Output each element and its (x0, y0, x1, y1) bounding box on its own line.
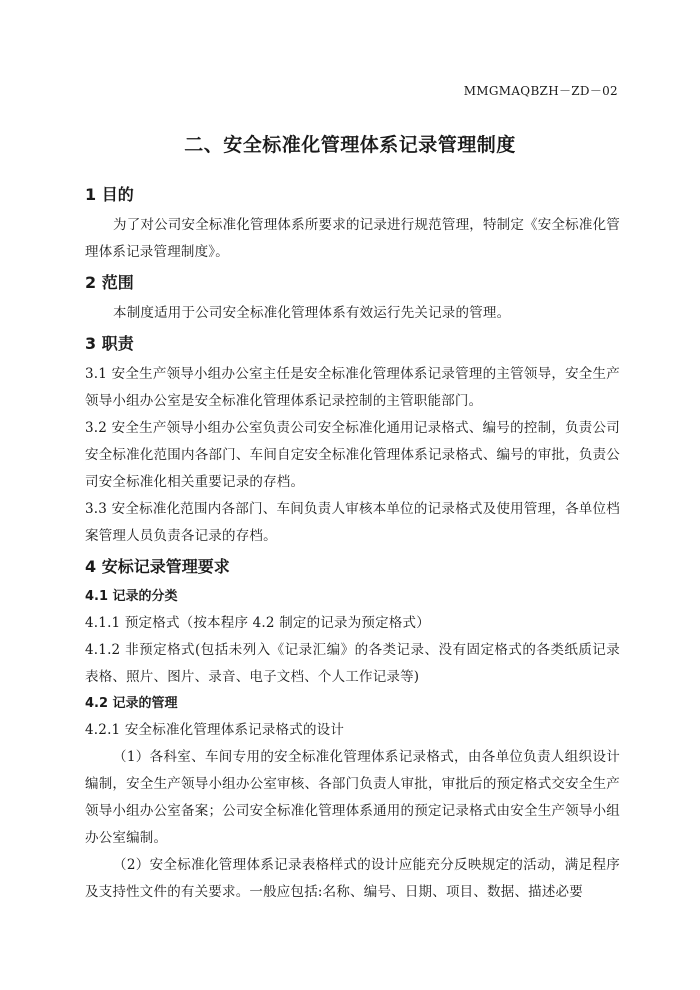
scope-text: 本制度适用于公司安全标准化管理体系有效运行先关记录的管理。 (113, 305, 511, 321)
section-scope (85, 270, 620, 327)
duty-item-3-2: 3.2 安全生产领导小组办公室负责公司安全标准化通用记录格式、编号的控制，负责公司安全标准化范围内各部门、车间自定安全标准化管理体系记录格式、编号的审批，负责公司安全标准化相关重要记录的存档。 (85, 420, 620, 490)
purpose-text: 为了对公司安全标准化管理体系所要求的记录进行规范管理，特制定《安全标准化管理体系记录管理制度》。 (85, 217, 620, 260)
duty-item-3-1: 3.1 安全生产领导小组办公室主任是安全标准化管理体系记录管理的主管领导，安全生产领导小组办公室是安全标准化管理体系记录控制的主管职能部门。 (85, 366, 620, 409)
document-body (85, 180, 620, 910)
subsection-heading-management: 4.2 记录的管理 (85, 696, 178, 711)
management-subheading-4-2-1: 4.2.1 安全标准化管理体系记录格式的设计 (85, 722, 345, 738)
management-paragraph-1: （1）各科室、车间专用的安全标准化管理体系记录格式，由各单位负责人组织设计编制，安全生产领导小组办公室审核、各部门负责人审批，审批后的预定格式交安全生产领导小组办公室备案；公司安全标准化管理体系通用的预定记录格式由安全生产领导小组办公室编制。 (85, 749, 620, 846)
duty-item-3-3: 3.3 安全标准化范围内各部门、车间负责人审核本单位的记录格式及使用管理，各单位档案管理人员负责各记录的存档。 (85, 501, 620, 544)
section-purpose (85, 182, 620, 266)
section-heading-duties: 3 职责 (85, 334, 134, 353)
classification-item-4-1-1: 4.1.1 预定格式（按本程序 4.2 制定的记录为预定格式） (85, 615, 430, 631)
document-number: MMGMAQBZH－ZD－02 (463, 84, 618, 98)
subsection-heading-classification: 4.1 记录的分类 (85, 589, 178, 604)
document-title: 二、安全标准化管理体系记录管理制度 (184, 134, 516, 156)
section-requirements (85, 554, 620, 906)
section-heading-purpose: 1 目的 (85, 185, 134, 204)
section-duties (85, 331, 620, 550)
classification-item-4-1-2: 4.1.2 非预定格式(包括未列入《记录汇编》的各类记录、没有固定格式的各类纸质记录表格、照片、图片、录音、电子文档、个人工作记录等) (85, 642, 620, 685)
section-heading-scope: 2 范围 (85, 273, 134, 292)
section-heading-requirements: 4 安标记录管理要求 (85, 557, 230, 576)
management-paragraph-2: （2）安全标准化管理体系记录表格样式的设计应能充分反映规定的活动，满足程序及支持性文件的有关要求。一般应包括:名称、编号、日期、项目、数据、描述必要 (85, 857, 620, 900)
